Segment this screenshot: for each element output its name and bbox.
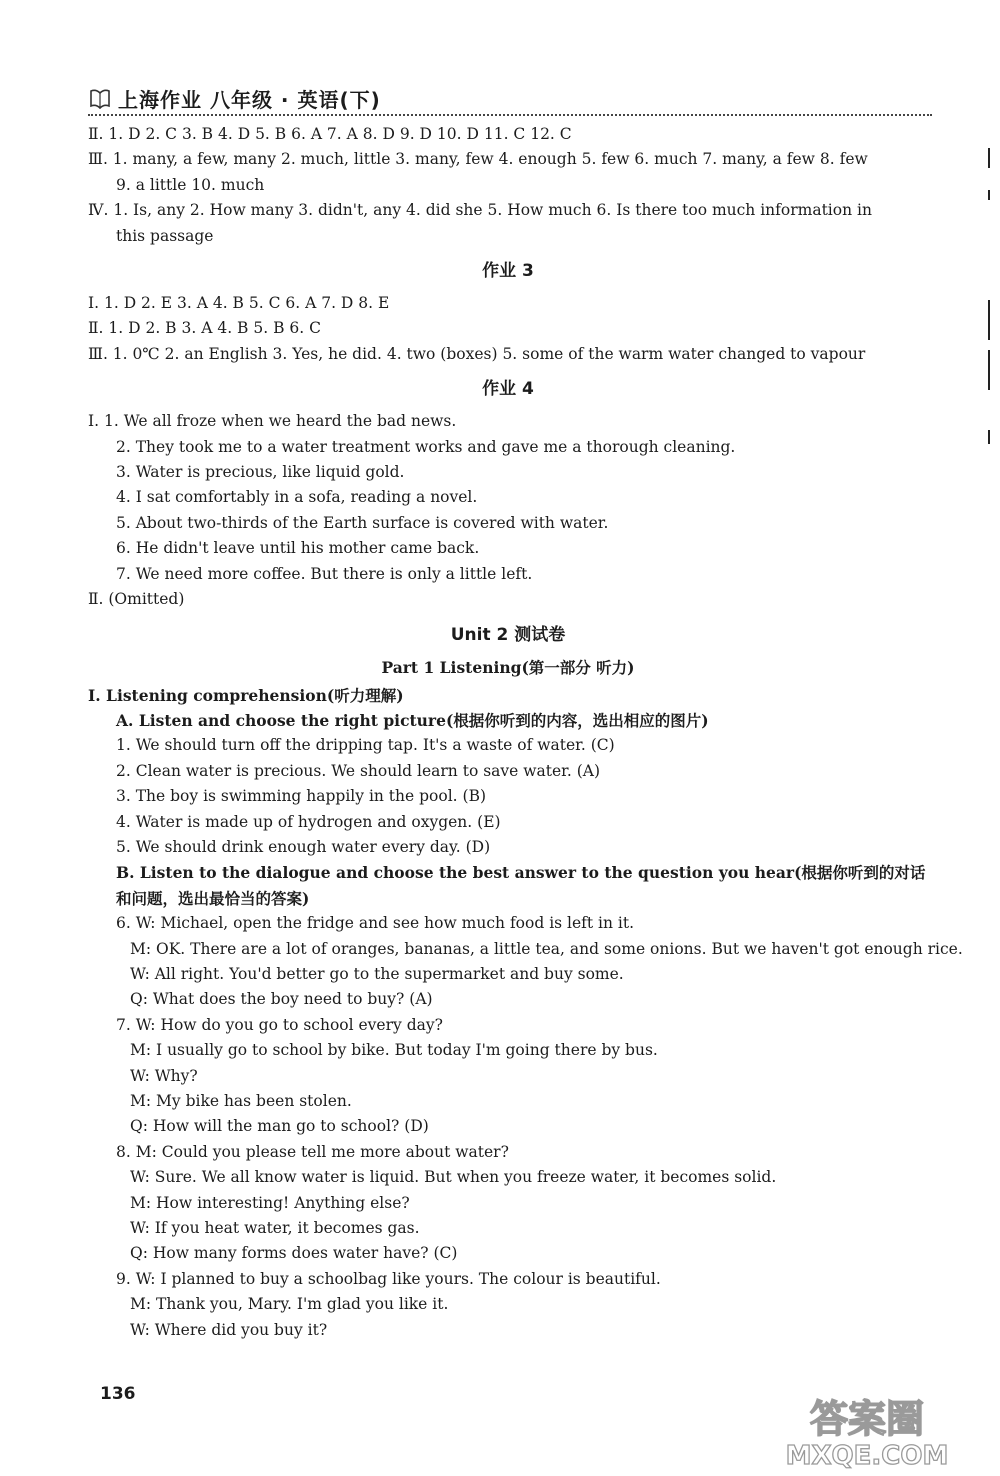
margin-mark <box>988 430 990 444</box>
hw3-section-i: Ⅰ. 1. D 2. E 3. A 4. B 5. C 6. A 7. D 8. E <box>88 294 390 313</box>
hw2-section-ii: Ⅱ. 1. D 2. C 3. B 4. D 5. B 6. A 7. A 8. D 9. D 10. D 11. C 12. C <box>88 125 572 143</box>
section-a-item: 4. Water is made up of hydrogen and oxygen. (E) <box>116 812 501 831</box>
dialogue-line: W: Where did you buy it? <box>130 1320 328 1339</box>
margin-mark <box>988 300 990 340</box>
section-a-item: 1. We should turn off the dripping tap. It's a waste of water. (C) <box>116 736 615 755</box>
section-a-heading: A. Listen and choose the right picture(根据你听到的内容，选出相应的图片) <box>116 710 709 730</box>
answer-circle-watermark-icon <box>742 1392 992 1470</box>
dialogue-line: 9. W: I planned to buy a schoolbag like yours. The colour is beautiful. <box>116 1269 661 1288</box>
dialogue-line: Q: How will the man go to school? (D) <box>130 1117 429 1136</box>
hw4-line: 7. We need more coffee. But there is only a little left. <box>116 564 533 583</box>
section-a-item: 5. We should drink enough water every day. (D) <box>116 837 491 856</box>
hw2-section-iii: Ⅲ. 1. many, a few, many 2. much, little 3. many, few 4. enough 5. few 6. much 7. many, a few 8. few <box>88 150 868 169</box>
dialogue-line: M: Thank you, Mary. I'm glad you like it. <box>130 1295 449 1314</box>
hw3-title: 作业 3 <box>482 261 534 282</box>
hw4-section-ii: Ⅱ. (Omitted) <box>88 590 185 609</box>
dialogue-line: 6. W: Michael, open the fridge and see how much food is left in it. <box>116 914 635 933</box>
test-title: Unit 2 测试卷 <box>450 624 566 645</box>
hw3-section-ii: Ⅱ. 1. D 2. B 3. A 4. B 5. B 6. C <box>88 319 321 338</box>
dialogue-line: 8. M: Could you please tell me more about water? <box>116 1142 509 1161</box>
dialogue-line: W: Sure. We all know water is liquid. But when you freeze water, it becomes solid. <box>130 1168 777 1187</box>
hw4-line: 6. He didn't leave until his mother came back. <box>116 539 480 558</box>
hw2-section-iv-cont: this passage <box>116 226 214 245</box>
dialogue-line: M: My bike has been stolen. <box>130 1092 352 1110</box>
dialogue-line: W: All right. You'd better go to the supermarket and buy some. <box>130 964 624 983</box>
section-a-item: 3. The boy is swimming happily in the pool. (B) <box>116 787 487 806</box>
dialogue-line: Q: How many forms does water have? (C) <box>130 1244 458 1263</box>
hw4-title: 作业 4 <box>482 379 534 400</box>
hw3-section-iii: Ⅲ. 1. 0℃ 2. an English 3. Yes, he did. 4. two (boxes) 5. some of the warm water changed to vapour <box>88 344 866 363</box>
hw4-line: 5. About two-thirds of the Earth surface is covered with water. <box>116 513 609 532</box>
dialogue-line: Q: What does the boy need to buy? (A) <box>130 990 433 1009</box>
dialogue-line: W: Why? <box>130 1066 198 1085</box>
dialogue-line: M: OK. There are a lot of oranges, bananas, a little tea, and some onions. But we haven't got enough rice. <box>130 939 963 958</box>
hw4-line: Ⅰ. 1. We all froze when we heard the bad news. <box>88 412 457 431</box>
margin-mark <box>988 190 990 200</box>
dialogue-line: M: How interesting! Anything else? <box>130 1193 410 1212</box>
answer-content <box>88 122 963 1343</box>
dialogue-line: 7. W: How do you go to school every day? <box>116 1015 443 1034</box>
page-number: 136 <box>100 1384 136 1404</box>
page-header <box>88 84 381 113</box>
hw4-line: 4. I sat comfortably in a sofa, reading a novel. <box>116 488 478 507</box>
margin-mark <box>988 350 990 390</box>
section-b-heading: B. Listen to the dialogue and choose the best answer to the question you hear(根据你听到的对话和问题，选出最恰当的答案) <box>116 863 926 908</box>
hw2-section-iv: Ⅳ. 1. Is, any 2. How many 3. didn't, any 4. did she 5. How much 6. Is there too much information in <box>88 201 872 220</box>
listening-heading: Ⅰ. Listening comprehension(听力理解) <box>88 685 404 705</box>
dialogue-line: M: I usually go to school by bike. But today I'm going there by bus. <box>130 1041 658 1060</box>
header-divider <box>88 114 932 116</box>
watermark-bottom-text: MXQE.COM <box>785 1441 949 1470</box>
header-title: 上海作业 八年级 · 英语(下) <box>118 88 381 112</box>
dialogue-line: W: If you heat water, it becomes gas. <box>130 1219 420 1238</box>
margin-mark <box>988 148 990 168</box>
book-logo-icon <box>88 87 112 111</box>
hw4-line: 3. Water is precious, like liquid gold. <box>116 463 405 482</box>
hw4-line: 2. They took me to a water treatment works and gave me a thorough cleaning. <box>116 437 736 456</box>
part1-title: Part 1 Listening(第一部分 听力) <box>381 657 635 677</box>
watermark-top-text: 答案圈 <box>809 1397 925 1441</box>
section-a-item: 2. Clean water is precious. We should learn to save water. (A) <box>116 761 601 780</box>
hw2-section-iii-cont: 9. a little 10. much <box>116 175 265 194</box>
